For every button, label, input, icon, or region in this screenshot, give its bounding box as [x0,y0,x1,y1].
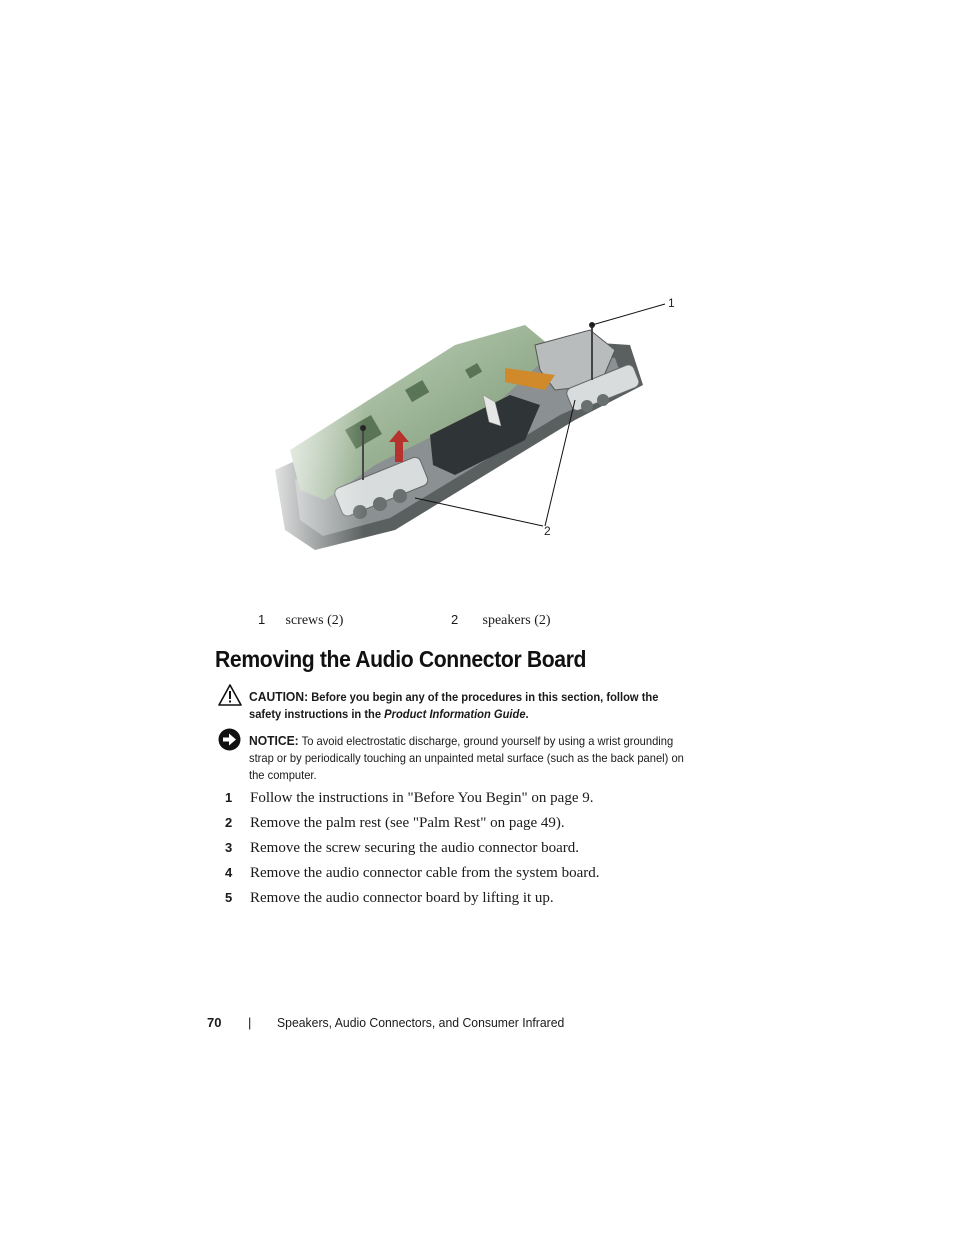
step-text: Remove the palm rest (see "Palm Rest" on page 49). [250,815,565,831]
legend-number: 2 [451,612,459,627]
chapter-title: Speakers, Audio Connectors, and Consumer Infrared [277,1015,565,1030]
footer-separator: | [248,1015,252,1030]
step-item [225,887,745,912]
speaker-figure [255,290,695,560]
procedure-steps [225,787,745,912]
section-title: Removing the Audio Connector Board [215,646,587,672]
warning-triangle-icon [218,684,242,706]
caution-end: . [525,707,529,721]
step-number: 3 [225,840,233,855]
step-number: 5 [225,890,233,905]
laptop-base-illustration [255,290,695,560]
legend-number: 1 [258,612,266,627]
product-guide-title: Product Information Guide [384,707,526,721]
caution-label: CAUTION: [249,689,309,704]
step-item [225,787,745,812]
legend-item-2 [451,612,551,629]
step-number: 4 [225,865,233,880]
caution-text: Before you begin any of the procedures in this section, follow the safety instructions in the [249,690,659,721]
step-text: Remove the audio connector cable from the system board. [250,865,600,881]
step-item [225,812,745,837]
callout-2: 2 [544,524,551,538]
step-text: Follow the instructions in "Before You Begin" on page 9. [250,790,594,806]
step-number: 1 [225,790,233,805]
page-number: 70 [207,1015,222,1030]
notice-label: NOTICE: [249,733,299,748]
step-text: Remove the audio connector board by lifting it up. [250,890,554,906]
notice-text: To avoid electrostatic discharge, ground yourself by using a wrist grounding strap or by periodically touching an unpainted metal surface (such as the back panel) on the computer. [249,734,684,782]
step-text: Remove the screw securing the audio connector board. [250,840,580,856]
caution-note [249,688,686,723]
step-number: 2 [225,815,233,830]
notice-arrow-icon [218,728,241,751]
legend-label: screws (2) [285,613,344,628]
callout-1: 1 [668,296,675,310]
step-item [225,837,745,862]
page-footer [207,1015,565,1030]
notice-note [249,732,686,784]
legend-label: speakers (2) [482,613,551,628]
legend-item-1 [258,612,343,629]
step-item [225,862,745,887]
